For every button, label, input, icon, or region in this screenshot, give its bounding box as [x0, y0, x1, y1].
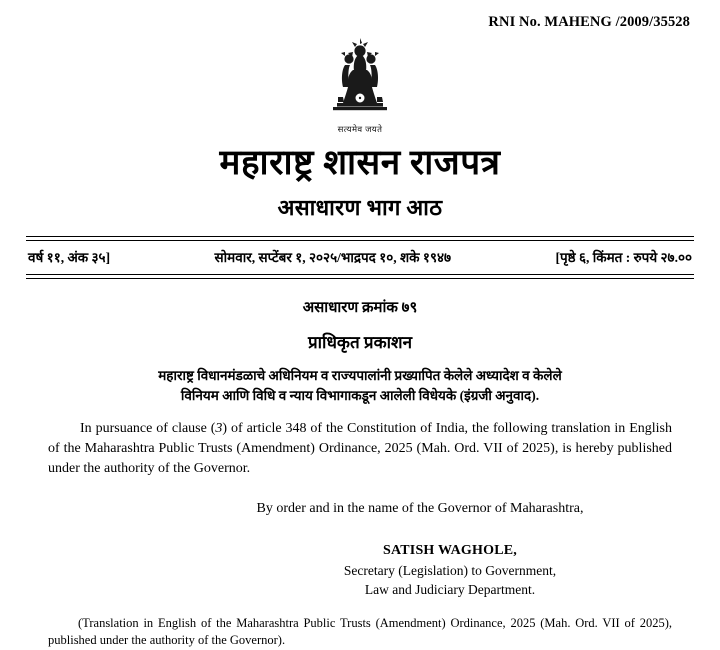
- issue-volume: वर्ष ११, अंक ३५]: [28, 249, 111, 265]
- signatory-title-line-2: Law and Judiciary Department.: [364, 581, 536, 597]
- india-state-emblem-icon: [321, 35, 399, 123]
- pursuance-paragraph: [26, 419, 694, 479]
- authorised-publication-heading: प्राधिकृत प्रकाशन: [307, 332, 413, 352]
- pursuance-clause-number: 3: [215, 421, 223, 437]
- rni-number: RNI No. MAHENG /2009/35528: [488, 14, 690, 30]
- signature-block: [26, 541, 694, 599]
- translation-footnote: [26, 615, 694, 650]
- issue-date: सोमवार, सप्टेंबर १, २०२५/भाद्रपद १०, शके १९४७: [214, 249, 452, 265]
- marathi-description: [26, 366, 694, 407]
- extraordinary-number: असाधारण क्रमांक ७९: [302, 299, 418, 316]
- emblem-container: [26, 35, 694, 123]
- gazette-title: महाराष्ट्र शासन राजपत्र: [219, 143, 501, 182]
- signatory-name: SATISH WAGHOLE,: [383, 542, 517, 558]
- gazette-subtitle: असाधारण भाग आठ: [277, 195, 443, 221]
- issue-pages-price: [पृष्ठे ६, किंमत : रुपये २७.००: [555, 249, 692, 265]
- footnote-line-1: (Translation in English of the Maharashtra Public Trusts (Amendment) Ordinance, 2025 (Mah. Ord. VII of 2025),: [78, 616, 672, 630]
- pursuance-text-part-2: ) of article 348 of the Constitution of India, the following translation in English of the Maharashtra Public Trusts (Amendment) Ordinance, 2025 (Mah. Ord. VII of 2025), is hereby published under the authority of the Governor.: [48, 421, 672, 476]
- divider-bottom: [26, 278, 694, 279]
- marathi-description-line-1: महाराष्ट्र विधानमंडळाचे अधिनियम व राज्यपालांनी प्रख्यापित केलेले अध्यादेश व केलेले: [158, 367, 562, 383]
- gazette-page: [0, 14, 720, 648]
- pursuance-text-part-1: In pursuance of clause (: [80, 421, 216, 437]
- by-order-line: By order and in the name of the Governor of Maharashtra,: [256, 500, 584, 516]
- marathi-description-line-2: विनियम आणि विधि व न्याय विभागाकडून आलेली विधेयके (इंग्रजी अनुवाद).: [180, 387, 540, 403]
- issue-line: [26, 241, 694, 272]
- divider-top: [26, 236, 694, 237]
- emblem-motto: सत्यमेव जयते: [337, 124, 383, 134]
- divider-bottom-thin: [26, 274, 694, 275]
- signatory-title-line-1: Secretary (Legislation) to Government,: [343, 562, 557, 578]
- footnote-line-2: published under the authority of the Governor).: [48, 633, 286, 648]
